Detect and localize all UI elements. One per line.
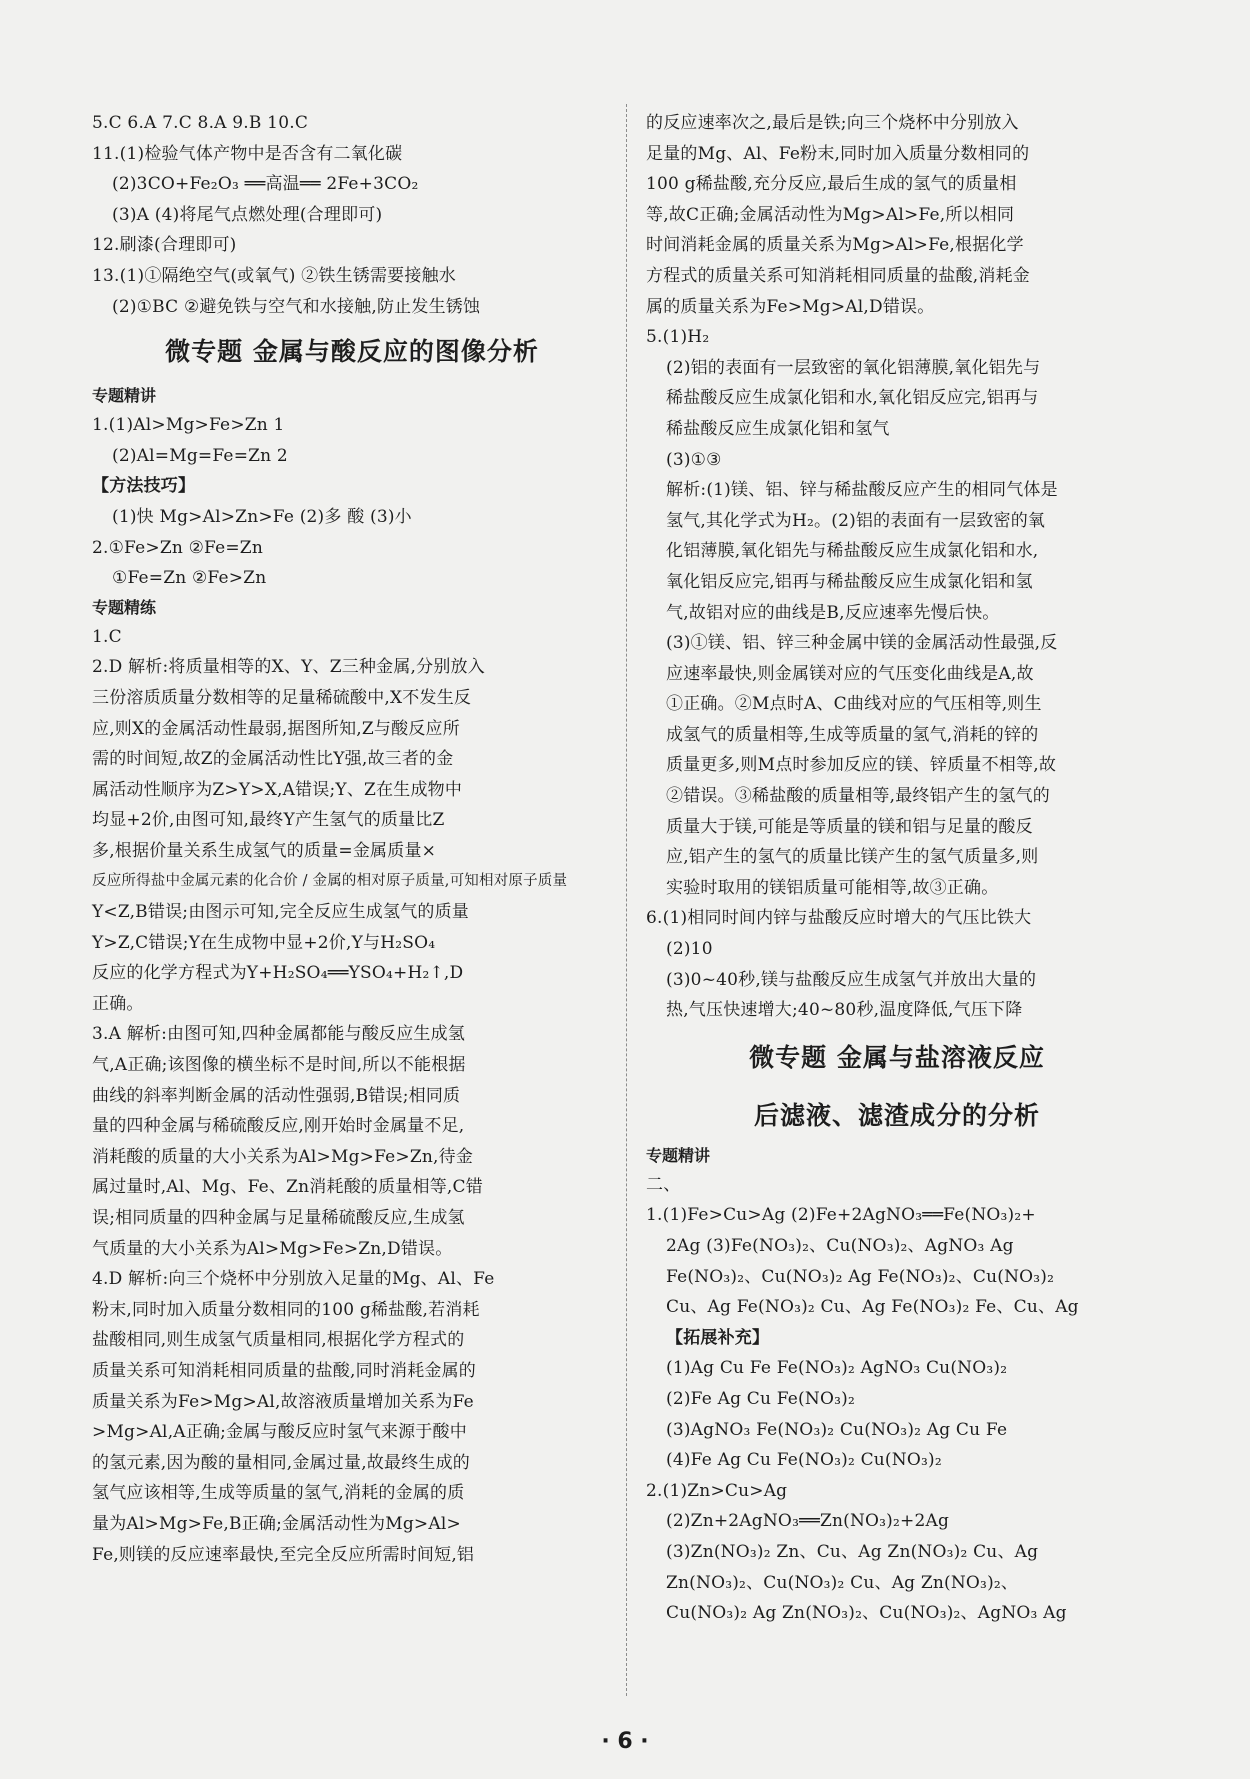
subsection-heading: 专题精练 bbox=[92, 597, 157, 617]
explanation-line: 正确。 bbox=[92, 993, 144, 1014]
explanation-line: 时间消耗金属的质量关系为Mg>Al>Fe,根据化学 bbox=[646, 235, 1024, 256]
answer-line: (2)10 bbox=[666, 939, 713, 960]
explanation-line: 质量更多,则M点时参加反应的镁、锌质量不相等,故 bbox=[666, 755, 1057, 776]
explanation-line: 均显+2价,由图可知,最终Y产生氢气的质量比Z bbox=[92, 810, 445, 831]
subsection-heading: 专题精讲 bbox=[646, 1145, 711, 1165]
answer-line: (3)A (4)将尾气点燃处理(合理即可) bbox=[112, 204, 383, 225]
answer-line: (2)铝的表面有一层致密的氧化铝薄膜,氧化铝先与 bbox=[666, 357, 1041, 378]
question-5-answer bbox=[646, 322, 1148, 903]
answer-line: 13.(1)①隔绝空气(或氧气) ②铁生锈需要接触水 bbox=[92, 265, 456, 286]
explanation-line: 属过量时,Al、Mg、Fe、Zn消耗酸的质量相等,C错 bbox=[92, 1177, 483, 1198]
section-heading: 微专题 金属与盐溶液反应 bbox=[749, 1042, 1045, 1072]
answer-line: 12.刷漆(合理即可) bbox=[92, 235, 237, 256]
explanation-line: 100 g稀盐酸,充分反应,最后生成的氢气的质量相 bbox=[646, 174, 1017, 195]
explanation-line: 氧化铝反应完,铝再与稀盐酸反应生成氯化铝和氢 bbox=[666, 571, 1033, 592]
extension-label: 【拓展补充】 bbox=[666, 1327, 770, 1348]
explanation-line: Y<Z,B错误;由图示可知,完全反应生成氢气的质量 bbox=[92, 902, 470, 923]
explanation-line: 质量大于镁,可能是等质量的镁和铝与足量的酸反 bbox=[666, 816, 1033, 837]
explanation-line: 气,A正确;该图像的横坐标不是时间,所以不能根据 bbox=[92, 1055, 466, 1076]
answer-line: (2)Al=Mg=Fe=Zn 2 bbox=[112, 445, 288, 466]
explanation-line: 解析:(1)镁、铝、锌与稀盐酸反应产生的相同气体是 bbox=[666, 480, 1058, 501]
explanation-line: 气,故铝对应的曲线是B,反应速率先慢后快。 bbox=[666, 602, 1000, 623]
explanation-line: 的反应速率次之,最后是铁;向三个烧杯中分别放入 bbox=[646, 113, 1019, 133]
answer-line: ①Fe=Zn ②Fe>Zn bbox=[112, 568, 267, 589]
explanation-line: 化铝薄膜,氧化铝先与稀盐酸反应生成氯化铝和水, bbox=[666, 541, 1039, 562]
salt-answer-2 bbox=[646, 1476, 1148, 1629]
explanation-line: 质量关系为Fe>Mg>Al,故溶液质量增加关系为Fe bbox=[92, 1391, 474, 1412]
explanation-line: 氢气,其化学式为H₂。(2)铝的表面有一层致密的氧 bbox=[666, 510, 1046, 531]
fraction-line: 反应所得盐中金属元素的化合价 / 金属的相对原子质量,可知相对原子质量 bbox=[92, 873, 568, 890]
answer-line: 稀盐酸反应生成氯化铝和氢气 bbox=[666, 418, 890, 439]
answer-line: 热,气压快速增大;40~80秒,温度降低,气压下降 bbox=[666, 1000, 1023, 1021]
answer-line: 二、 bbox=[646, 1174, 681, 1195]
explanation-line: Y>Z,C错误;Y在生成物中显+2价,Y与H₂SO₄ bbox=[92, 932, 436, 953]
answer-line: 5.C 6.A 7.C 8.A 9.B 10.C bbox=[92, 113, 309, 133]
explanation-line: 量的四种金属与稀硫酸反应,刚开始时金属量不足, bbox=[92, 1116, 465, 1137]
explanation-line: ①正确。②M点时A、C曲线对应的气压相等,则生 bbox=[666, 694, 1042, 715]
answer-line: (4)Fe Ag Cu Fe(NO₃)₂ Cu(NO₃)₂ bbox=[666, 1450, 942, 1471]
explanation-line: 实验时取用的镁铝质量可能相等,故③正确。 bbox=[666, 877, 999, 898]
answer-line: (2)①BC ②避免铁与空气和水接触,防止发生锈蚀 bbox=[112, 296, 481, 317]
question-2-explanation bbox=[92, 652, 612, 1019]
explanation-line: >Mg>Al,A正确;金属与酸反应时氢气来源于酸中 bbox=[92, 1422, 467, 1443]
answer-line: Cu、Ag Fe(NO₃)₂ Cu、Ag Fe(NO₃)₂ Fe、Cu、Ag bbox=[666, 1297, 1079, 1318]
subsection-heading: 专题精讲 bbox=[92, 386, 157, 406]
answer-line: Fe(NO₃)₂、Cu(NO₃)₂ Ag Fe(NO₃)₂、Cu(NO₃)₂ bbox=[666, 1266, 1055, 1287]
answer-line: 5.(1)H₂ bbox=[646, 327, 710, 348]
explanation-line: 的氢元素,因为酸的量相同,金属过量,故最终生成的 bbox=[92, 1452, 471, 1473]
answer-line: 2Ag (3)Fe(NO₃)₂、Cu(NO₃)₂、AgNO₃ Ag bbox=[666, 1236, 1014, 1256]
answer-line: 11.(1)检验气体产物中是否含有二氧化碳 bbox=[92, 143, 403, 164]
question-6-answer bbox=[646, 903, 1148, 1025]
answer-line: (1)Ag Cu Fe Fe(NO₃)₂ AgNO₃ Cu(NO₃)₂ bbox=[666, 1358, 1008, 1379]
answer-line: (3)0~40秒,镁与盐酸反应生成氢气并放出大量的 bbox=[666, 969, 1037, 990]
explanation-line: 属的质量关系为Fe>Mg>Al,D错误。 bbox=[646, 296, 935, 317]
answer-line: 稀盐酸反应生成氯化铝和水,氧化铝反应完,铝再与 bbox=[666, 388, 1039, 409]
answer-line: 6.(1)相同时间内锌与盐酸反应时增大的气压比铁大 bbox=[646, 908, 1032, 929]
explanation-line: 等,故C正确;金属活动性为Mg>Al>Fe,所以相同 bbox=[646, 204, 1015, 225]
column-divider bbox=[626, 104, 627, 1696]
explanation-line: 方程式的质量关系可知消耗相同质量的盐酸,消耗金 bbox=[646, 265, 1031, 286]
explanation-line: 需的时间短,故Z的金属活动性比Y强,故三者的金 bbox=[92, 749, 454, 770]
explanation-line: 盐酸相同,则生成氢气质量相同,根据化学方程式的 bbox=[92, 1330, 465, 1351]
explanation-line: 2.D 解析:将质量相等的X、Y、Z三种金属,分别放入 bbox=[92, 657, 485, 678]
section-heading: 微专题 金属与酸反应的图像分析 bbox=[165, 337, 539, 367]
explanation-line: 成氢气的质量相等,生成等质量的氢气,消耗的锌的 bbox=[666, 724, 1039, 745]
explanation-line: 消耗酸的质量的大小关系为Al>Mg>Fe>Zn,待金 bbox=[92, 1146, 474, 1167]
method-tip-label: 【方法技巧】 bbox=[92, 476, 196, 497]
answer-line: 2.①Fe>Zn ②Fe=Zn bbox=[92, 537, 263, 558]
explanation-line: 应,铝产生的氢气的质量比镁产生的氢气质量多,则 bbox=[666, 847, 1039, 868]
right-column bbox=[646, 108, 1148, 1629]
explanation-line: 质量关系可知消耗相同质量的盐酸,同时消耗金属的 bbox=[92, 1360, 477, 1381]
answer-line: 1.(1)Al>Mg>Fe>Zn 1 bbox=[92, 415, 285, 436]
section-heading-continued: 后滤液、滤渣成分的分析 bbox=[753, 1100, 1040, 1130]
page-number: · 6 · bbox=[601, 1729, 649, 1754]
explanation-line: 误;相同质量的四种金属与足量稀硫酸反应,生成氢 bbox=[92, 1208, 465, 1228]
answer-line: (3)①③ bbox=[666, 449, 722, 470]
explanation-line: 三份溶质质量分数相等的足量稀硫酸中,X不发生反 bbox=[92, 687, 472, 708]
explanation-line: Fe,则镁的反应速率最快,至完全反应所需时间短,铝 bbox=[92, 1544, 475, 1565]
explanation-line: 曲线的斜率判断金属的活动性强弱,B错误;相同质 bbox=[92, 1085, 461, 1106]
explanation-line: 反应的化学方程式为Y+H₂SO₄══YSO₄+H₂↑,D bbox=[92, 963, 464, 984]
question-4-explanation bbox=[92, 1264, 612, 1570]
answer-line: Cu(NO₃)₂ Ag Zn(NO₃)₂、Cu(NO₃)₂、AgNO₃ Ag bbox=[666, 1603, 1067, 1624]
explanation-line: 多,根据价量关系生成氢气的质量=金属质量× bbox=[92, 840, 437, 861]
answer-line: 1.(1)Fe>Cu>Ag (2)Fe+2AgNO₃══Fe(NO₃)₂+ bbox=[646, 1205, 1036, 1226]
explanation-line: 粉末,同时加入质量分数相同的100 g稀盐酸,若消耗 bbox=[92, 1299, 480, 1320]
explanation-line: (3)①镁、铝、锌三种金属中镁的金属活动性最强,反 bbox=[666, 633, 1058, 654]
answer-line: Zn(NO₃)₂、Cu(NO₃)₂ Cu、Ag Zn(NO₃)₂、 bbox=[666, 1572, 1019, 1593]
answer-line: (2)Zn+2AgNO₃══Zn(NO₃)₂+2Ag bbox=[666, 1511, 950, 1532]
explanation-line: 足量的Mg、Al、Fe粉末,同时加入质量分数相同的 bbox=[646, 143, 1030, 164]
answer-line: 1.C bbox=[92, 626, 122, 647]
answer-line: (3)Zn(NO₃)₂ Zn、Cu、Ag Zn(NO₃)₂ Cu、Ag bbox=[666, 1541, 1039, 1562]
left-column bbox=[92, 108, 612, 1570]
answer-line: 2.(1)Zn>Cu>Ag bbox=[646, 1480, 788, 1501]
explanation-line: 应速率最快,则金属镁对应的气压变化曲线是A,故 bbox=[666, 663, 1034, 684]
question-3-explanation bbox=[92, 1019, 612, 1264]
explanation-line: 气质量的大小关系为Al>Mg>Fe>Zn,D错误。 bbox=[92, 1238, 453, 1259]
extension-answers bbox=[646, 1353, 1148, 1475]
question-4-continued bbox=[646, 108, 1148, 322]
answer-line: (1)快 Mg>Al>Zn>Fe (2)多 酸 (3)小 bbox=[112, 506, 412, 527]
explanation-line: 氢气应该相等,生成等质量的氢气,消耗的金属的质 bbox=[92, 1483, 465, 1504]
answer-line: (3)AgNO₃ Fe(NO₃)₂ Cu(NO₃)₂ Ag Cu Fe bbox=[666, 1419, 1008, 1440]
explanation-line: 属活动性顺序为Z>Y>X,A错误;Y、Z在生成物中 bbox=[92, 779, 463, 800]
explanation-line: 应,则X的金属活动性最弱,据图所知,Z与酸反应所 bbox=[92, 718, 460, 739]
explanation-line: 3.A 解析:由图可知,四种金属都能与酸反应生成氢 bbox=[92, 1024, 466, 1045]
explanation-line: 量为Al>Mg>Fe,B正确;金属活动性为Mg>Al> bbox=[92, 1513, 461, 1534]
equation-line: (2)3CO+Fe₂O₃ ══高温══ 2Fe+3CO₂ bbox=[112, 174, 419, 195]
salt-answer-1 bbox=[646, 1200, 1148, 1322]
explanation-line: ②错误。③稀盐酸的质量相等,最终铝产生的氢气的 bbox=[666, 786, 1051, 807]
explanation-line: 4.D 解析:向三个烧杯中分别放入足量的Mg、Al、Fe bbox=[92, 1269, 495, 1290]
answer-line: (2)Fe Ag Cu Fe(NO₃)₂ bbox=[666, 1388, 855, 1409]
